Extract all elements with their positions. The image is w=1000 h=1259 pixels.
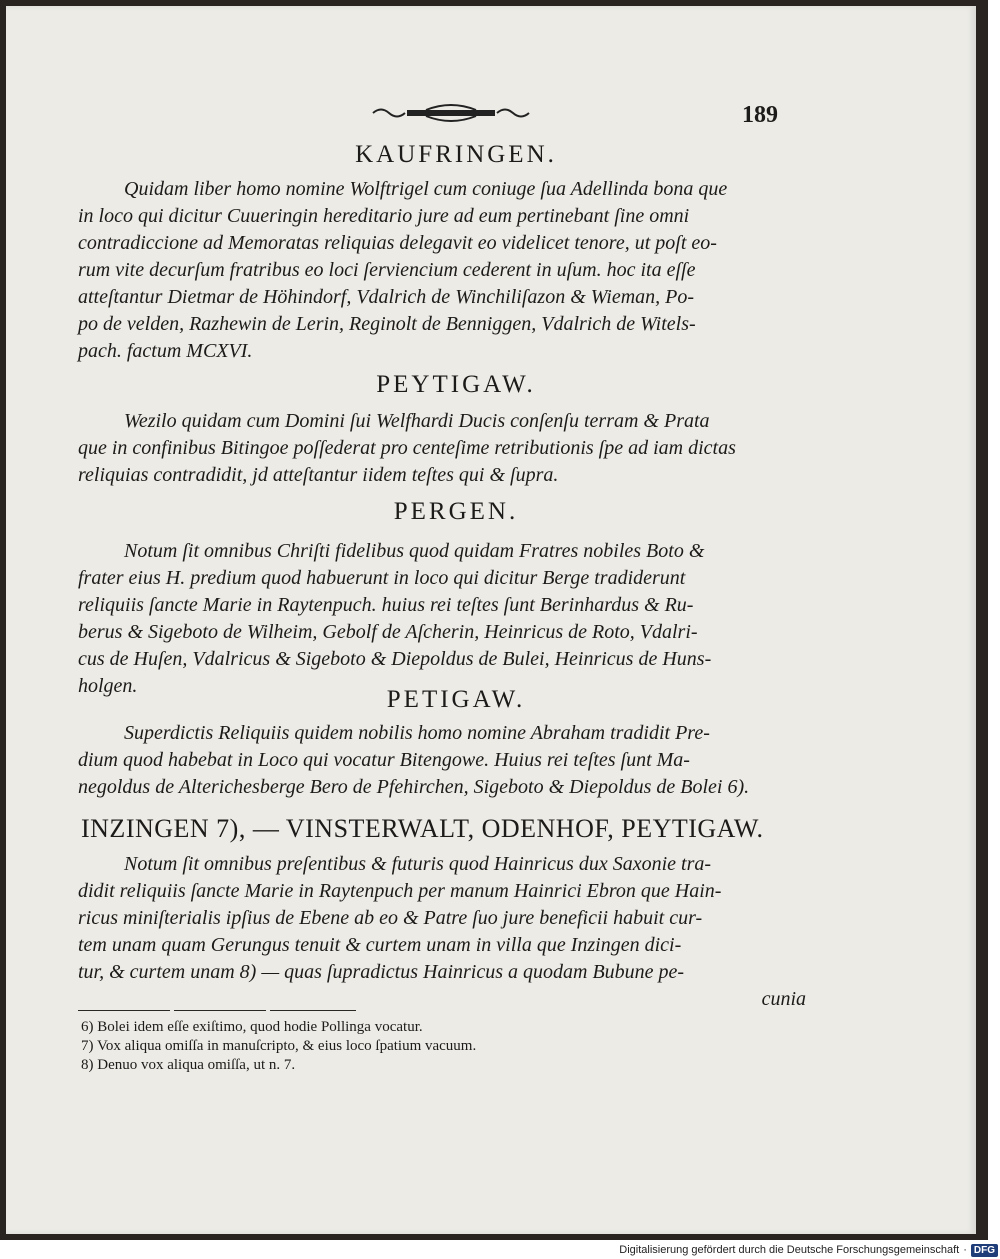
dfg-logo-icon: DFG [971,1244,998,1257]
section-text-pergen [78,538,806,700]
section-heading-peytigaw: PEYTIGAW. [376,371,536,398]
text-line: po de velden, Razhewin de Lerin, Reginolt de Benniggen, Vdalrich de Witels- [78,313,696,335]
footnote: 7) Vox aliqua omiſſa in manuſcripto, & eius loco ſpatium vacuum. [81,1038,477,1054]
section-heading-inzingen: INZINGEN 7), — VINSTERWALT, ODENHOF, PEYTIGAW. [81,814,764,843]
text-line: que in confinibus Bitingoe poſſederat pro centeſime retributionis ſpe ad iam dictas [78,437,736,459]
text-line: reliquias contradidit, jd atteſtantur iidem teſtes qui & ſupra. [78,464,559,486]
text-line: cus de Huſen, Vdalricus & Sigeboto & Diepoldus de Bulei, Heinricus de Huns- [78,648,712,670]
text-line: Quidam liber homo nomine Wolftrigel cum coniuge ſua Adellinda bona que [124,178,728,200]
section-heading-petigaw: PETIGAW. [386,686,526,713]
text-line: didit reliquiis ſancte Marie in Raytenpuch per manum Hainrici Ebron que Hain- [78,880,722,902]
text-line: rum vite decurſum fratribus eo loci ſerviencium cederent in uſum. hoc ita eſſe [78,259,696,281]
text-line: tem unam quam Gerungus tenuit & curtem unam in villa que Inzingen dici- [78,934,682,956]
footer-separator: · [963,1244,967,1256]
book-page [6,6,976,1234]
text-line: Notum ſit omnibus Chriſti fidelibus quod quidam Fratres nobiles Boto & [124,540,705,562]
footnote: 8) Denuo vox aliqua omiſſa, ut n. 7. [81,1057,296,1073]
section-text-inzingen [78,851,806,1013]
text-line: frater eius H. predium quod habuerunt in loco qui dicitur Berge tradiderunt [78,567,686,589]
footnote-rule [78,1010,170,1011]
text-line: ricus miniſterialis ipſius de Ebene ab eo & Patre ſuo jure beneficii habuit cur- [78,907,703,929]
text-line: negoldus de Alterichesberge Bero de Pfehirchen, Sigeboto & Diepoldus de Bolei 6). [78,776,750,798]
footnote: 6) Bolei idem eſſe exiſtimo, quod hodie Pollinga vocatur. [81,1019,423,1035]
section-text-kaufringen [78,176,806,365]
footnotes [81,1018,681,1075]
section-heading-pergen: PERGEN. [393,498,519,525]
text-line: in loco qui dicitur Cuueringin hereditario jure ad eum pertinebant ſine omni [78,205,690,227]
text-line: contradiccione ad Memoratas reliquias delegavit eo videlicet tenore, ut poſt eo- [78,232,717,254]
digitization-footer [612,1242,998,1258]
footnote-rule [270,1010,356,1011]
section-heading-kaufringen: KAUFRINGEN. [355,141,557,168]
page-number: 189 [742,102,778,128]
text-line: berus & Sigeboto de Wilheim, Gebolf de Aſcherin, Heinricus de Roto, Vdalri- [78,621,698,643]
text-line: atteſtantur Dietmar de Höhindorf, Vdalrich de Winchiliſazon & Wieman, Po- [78,286,695,308]
footnote-rule [174,1010,266,1011]
text-line: holgen. [78,675,138,697]
text-line: pach. factum MCXVI. [78,340,253,362]
text-line: dium quod habebat in Loco qui vocatur Bitengowe. Huius rei teſtes ſunt Ma- [78,749,690,771]
footer-text: Digitalisierung gefördert durch die Deutsche Forschungsgemeinschaft [619,1244,960,1256]
ornament-icon [371,102,531,124]
catchword: cunia [761,988,806,1010]
text-line: tur, & curtem unam 8) — quas ſupradictus Hainricus a quodam Bubune pe- [78,961,685,983]
text-line: Notum ſit omnibus preſentibus & futuris quod Hainricus dux Saxonie tra- [124,853,712,875]
section-text-peytigaw [78,408,806,489]
text-line: Wezilo quidam cum Domini ſui Welfhardi Ducis conſenſu terram & Prata [124,410,710,432]
text-line: Superdictis Reliquiis quidem nobilis homo nomine Abraham tradidit Pre- [124,722,710,744]
section-text-petigaw [78,720,806,801]
text-line: reliquiis ſancte Marie in Raytenpuch. huius rei teſtes ſunt Berinhardus & Ru- [78,594,694,616]
